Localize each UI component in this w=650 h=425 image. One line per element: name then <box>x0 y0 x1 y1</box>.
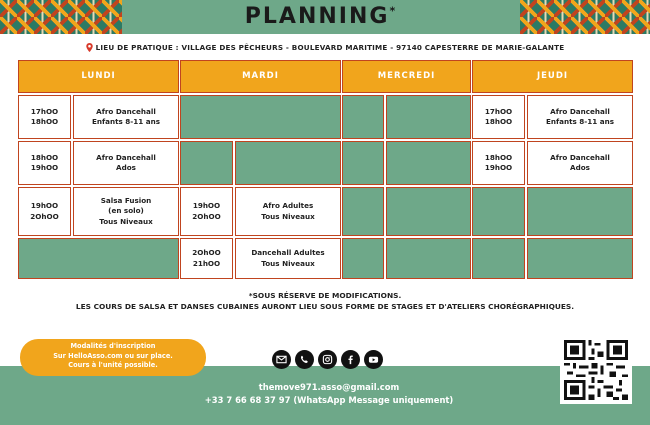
email-icon[interactable] <box>272 350 291 369</box>
empty-cell <box>342 238 384 279</box>
empty-cell <box>342 141 384 185</box>
empty-cell <box>386 95 471 139</box>
course-cell: Afro Dancehall Ados <box>527 141 633 185</box>
day-header-lundi: LUNDI <box>18 60 179 93</box>
day-header-mercredi: MERCREDI <box>342 60 471 93</box>
header <box>0 0 650 36</box>
contact-info <box>0 381 650 407</box>
empty-cell <box>386 238 471 279</box>
instagram-icon[interactable] <box>318 350 337 369</box>
time-cell: 19hOO 2OhOO <box>180 187 233 236</box>
course-cell: Dancehall Adultes Tous Niveaux <box>235 238 341 279</box>
empty-cell <box>386 141 471 185</box>
signup-info-badge <box>20 339 206 376</box>
course-cell: Afro Adultes Tous Niveaux <box>235 187 341 236</box>
time-cell: 2OhOO 21hOO <box>180 238 233 279</box>
notes <box>0 290 650 313</box>
qr-code-icon <box>564 340 628 400</box>
empty-cell <box>472 187 525 236</box>
location-line <box>0 43 650 52</box>
time-cell: 17hOO 18hOO <box>472 95 525 139</box>
time-cell: 17hOO 18hOO <box>18 95 71 139</box>
signup-line-1: Sur HelloAsso.com ou sur place. <box>53 351 173 360</box>
empty-cell <box>180 95 341 139</box>
contact-email[interactable]: themove971.asso@gmail.com <box>258 382 400 392</box>
day-header-jeudi: JEUDI <box>472 60 633 93</box>
decorative-pattern-right <box>520 0 650 34</box>
empty-cell <box>386 187 471 236</box>
empty-cell <box>18 238 179 279</box>
empty-cell <box>527 238 633 279</box>
time-cell: 19hOO 2OhOO <box>18 187 71 236</box>
map-pin-icon <box>86 43 93 52</box>
qr-code[interactable] <box>560 336 632 404</box>
empty-cell <box>180 141 233 185</box>
course-cell: Afro Dancehall Ados <box>73 141 179 185</box>
course-cell: Afro Dancehall Enfants 8-11 ans <box>73 95 179 139</box>
day-header-mardi: MARDI <box>180 60 341 93</box>
social-links <box>272 350 383 369</box>
note-line-2: LES COURS DE SALSA ET DANSES CUBAINES AURONT LIEU SOUS FORME DE STAGES ET D'ATELIERS CHORÉGRAPHIQUES. <box>75 302 575 312</box>
schedule-grid <box>18 60 634 282</box>
empty-cell <box>342 187 384 236</box>
note-line-1: *SOUS RÉSERVE DE MODIFICATIONS. <box>248 291 402 300</box>
time-cell: 18hOO 19hOO <box>472 141 525 185</box>
decorative-pattern-left <box>0 0 122 34</box>
empty-cell <box>342 95 384 139</box>
page-title: PLANNING* <box>244 4 398 29</box>
empty-cell <box>472 238 525 279</box>
whatsapp-icon[interactable] <box>295 350 314 369</box>
empty-cell <box>235 141 341 185</box>
facebook-icon[interactable] <box>341 350 360 369</box>
signup-line-2: Cours à l'unité possible. <box>68 361 158 370</box>
contact-phone: +33 7 66 68 37 97 (WhatsApp Message uniquement) <box>204 395 454 406</box>
time-cell: 18hOO 19hOO <box>18 141 71 185</box>
signup-title: Modalités d'inscription <box>70 342 156 350</box>
course-cell: Afro Dancehall Enfants 8-11 ans <box>527 95 633 139</box>
location-text: LIEU DE PRATIQUE : VILLAGE DES PÊCHEURS - BOULEVARD MARITIME - 97140 CAPESTERRE DE MARIE-GALANTE <box>95 43 565 52</box>
youtube-icon[interactable] <box>364 350 383 369</box>
course-cell: Salsa Fusion (en solo) Tous Niveaux <box>73 187 179 236</box>
empty-cell <box>527 187 633 236</box>
